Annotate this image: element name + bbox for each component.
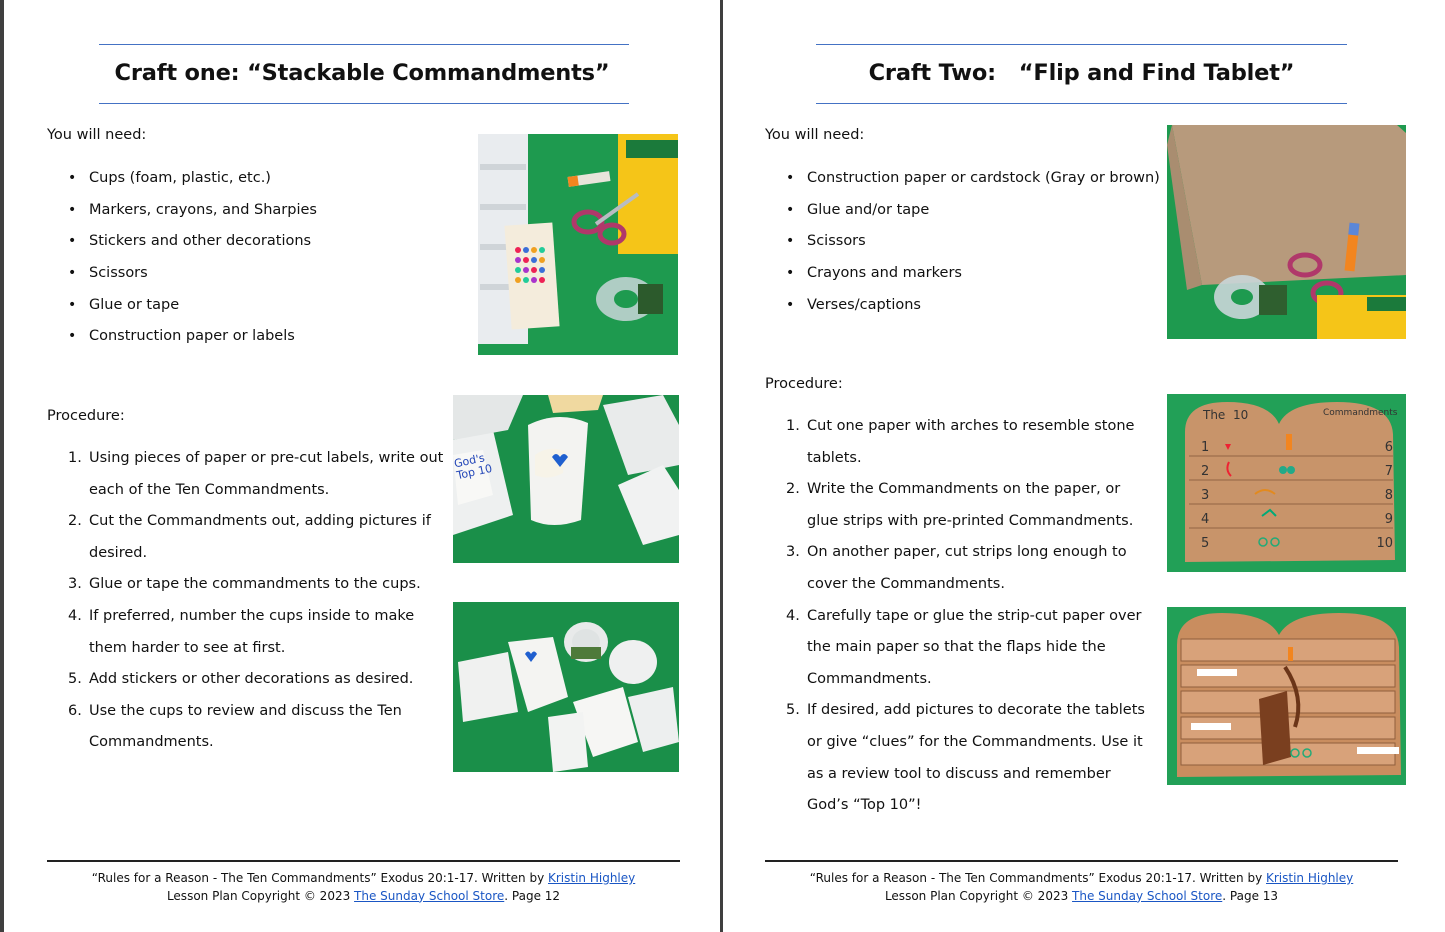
list-item	[68, 506, 449, 569]
list-item	[786, 411, 1152, 474]
tablet-number: 8	[1384, 488, 1393, 503]
list-item: • Stickers and other decorations	[89, 231, 449, 263]
footer-copyright: Lesson Plan Copyright © 2023	[166, 888, 355, 903]
supplies-list	[807, 168, 1167, 326]
footer-citation: “Rules for a Reason - The Ten Commandments” Exodus 20:1-17. Written by	[91, 871, 548, 885]
you-will-need-label: You will need:	[47, 127, 147, 143]
tablet-number: 1	[1201, 440, 1210, 455]
tablet-number: 9	[1384, 512, 1393, 527]
step-text: Cut the Commandments out, adding pictures if desired.	[89, 513, 431, 561]
step-number: 2.	[786, 481, 800, 498]
tablet-title-left: The 10	[1203, 408, 1249, 422]
list-item	[68, 443, 449, 506]
tablet-number: 7	[1384, 464, 1393, 479]
list-item	[786, 601, 1152, 696]
footer-rule	[765, 860, 1398, 862]
tablet-numbers-left	[1201, 436, 1209, 556]
page-13	[723, 0, 1445, 932]
procedure-label: Procedure:	[765, 376, 843, 392]
list-item	[68, 569, 449, 601]
tablet-numbers-right	[1375, 436, 1393, 556]
page-12	[4, 0, 720, 932]
list-item: • Glue or tape	[89, 295, 449, 327]
list-item: • Glue and/or tape	[807, 200, 1167, 232]
step-text: Add stickers or other decorations as desired.	[89, 671, 414, 688]
list-item: • Scissors	[89, 263, 449, 295]
step-number: 2.	[68, 513, 82, 530]
tablet-number: 3	[1201, 488, 1210, 503]
step-number: 5.	[786, 702, 800, 719]
list-item	[786, 474, 1152, 537]
store-link[interactable]: The Sunday School Store	[1072, 888, 1223, 903]
step-number: 1.	[786, 418, 800, 434]
page-title: Craft Two: “Flip and Find Tablet”	[868, 60, 1295, 86]
footer-copyright: Lesson Plan Copyright © 2023	[884, 888, 1073, 903]
footer-rule	[47, 860, 680, 862]
step-number: 6.	[68, 702, 82, 719]
list-item	[68, 601, 449, 664]
footer-line-1	[47, 870, 680, 888]
list-item: • Construction paper or labels	[89, 326, 449, 358]
list-item	[786, 537, 1152, 600]
list-item: • Markers, crayons, and Sharpies	[89, 200, 449, 232]
step-number: 4.	[68, 607, 82, 624]
step-text: If preferred, number the cups inside to make them harder to see at first.	[89, 607, 415, 656]
footer-line-1	[765, 870, 1398, 888]
cups-photo-1	[453, 395, 679, 563]
step-text: On another paper, cut strips long enough to cover the Commandments.	[807, 544, 1127, 592]
footer-line-2	[47, 888, 680, 906]
list-item: • Crayons and markers	[807, 263, 1167, 295]
tablet-number: 5	[1201, 536, 1210, 551]
step-number: 5.	[68, 671, 82, 688]
store-link[interactable]: The Sunday School Store	[354, 888, 505, 903]
step-text: Use the cups to review and discuss the Ten Commandments.	[89, 702, 402, 751]
title-rule-bottom	[816, 103, 1347, 104]
step-number: 3.	[68, 576, 82, 593]
footer-citation: “Rules for a Reason - The Ten Commandments” Exodus 20:1-17. Written by	[809, 871, 1266, 885]
tablet-photo-1	[1167, 394, 1406, 572]
step-text: Using pieces of paper or pre-cut labels, write out each of the Ten Commandments.	[89, 450, 444, 498]
list-item: • Verses/captions	[807, 295, 1167, 327]
step-text: Glue or tape the commandments to the cups.	[89, 576, 421, 593]
author-link[interactable]: Kristin Highley	[548, 871, 636, 885]
procedure-steps	[786, 411, 1152, 822]
page-footer	[765, 870, 1398, 905]
author-link[interactable]: Kristin Highley	[1266, 871, 1354, 885]
supplies-list	[89, 168, 449, 358]
cups-photo-2	[453, 602, 679, 772]
procedure-label: Procedure:	[47, 408, 125, 424]
title-rule-top	[99, 44, 629, 45]
cup-label-text: God's Top 10	[453, 451, 494, 483]
supplies-photo	[478, 134, 678, 355]
tablet-number: 10	[1376, 536, 1393, 551]
step-text: Carefully tape or glue the strip-cut paper over the main paper so that the flaps hide the Commandments.	[807, 607, 1142, 687]
footer-line-2	[765, 888, 1398, 906]
step-text: Cut one paper with arches to resemble stone tablets.	[807, 418, 1135, 466]
you-will-need-label: You will need:	[765, 127, 865, 143]
title-rule-bottom	[99, 103, 629, 104]
tablet-number: 4	[1201, 512, 1210, 527]
procedure-steps	[68, 443, 449, 759]
step-text: Write the Commandments on the paper, or glue strips with pre-printed Commandments.	[807, 481, 1134, 529]
page-title: Craft one: “Stackable Commandments”	[114, 60, 610, 86]
step-number: 3.	[786, 544, 800, 561]
tablet-number: 6	[1384, 440, 1393, 455]
step-text: If desired, add pictures to decorate the tablets or give “clues” for the Commandments. Use it as a review tool to discuss and remember God’s “Top 10”!	[807, 702, 1145, 814]
list-item	[786, 695, 1152, 821]
list-item	[68, 664, 449, 696]
list-item: • Construction paper or cardstock (Gray or brown)	[807, 168, 1167, 200]
list-item: • Cups (foam, plastic, etc.)	[89, 168, 449, 200]
tablet-photo-2	[1167, 607, 1406, 785]
step-number: 4.	[786, 607, 800, 624]
supplies-photo	[1167, 125, 1406, 339]
title-rule-top	[816, 44, 1347, 45]
page-number: . Page 12	[504, 888, 561, 903]
tablet-title-right: Commandments	[1323, 408, 1398, 418]
list-item: • Scissors	[807, 231, 1167, 263]
page-footer	[47, 870, 680, 905]
tablet-number: 2	[1201, 464, 1210, 479]
list-item	[68, 696, 449, 759]
page-number: . Page 13	[1222, 888, 1279, 903]
step-number: 1.	[68, 450, 82, 466]
